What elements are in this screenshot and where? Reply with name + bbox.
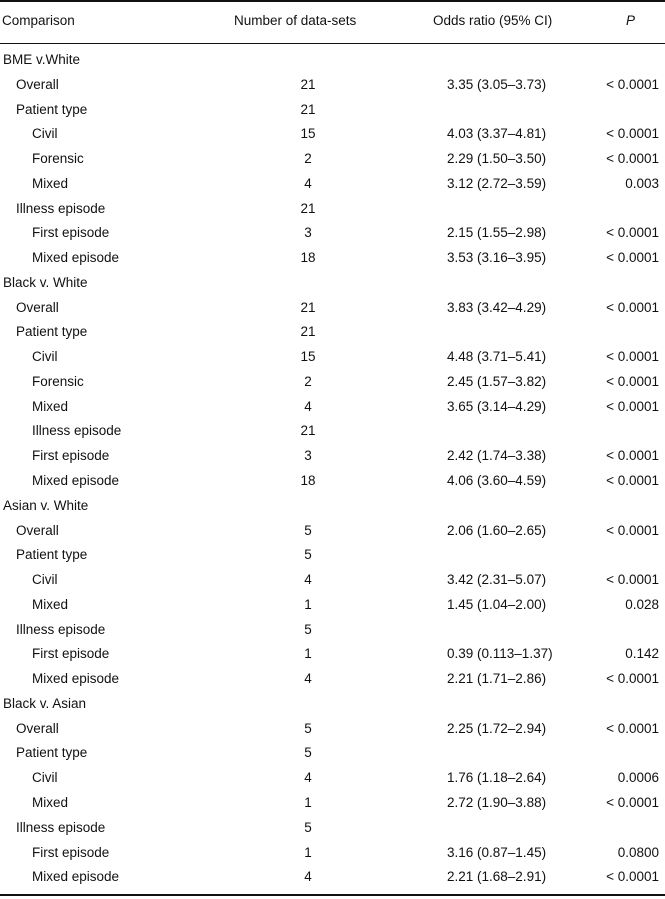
row-label: Illness episode [16,819,106,835]
row-odds-ratio: 0.39 (0.113–1.37) [447,646,553,662]
table-row [0,147,665,172]
row-label: First episode [32,646,110,662]
row-datasets: 1 [304,794,312,810]
table-row [0,618,665,643]
row-label: Civil [32,770,58,786]
table-row [0,494,665,519]
row-datasets: 5 [304,522,312,538]
row-datasets: 1 [304,646,312,662]
row-p-value: < 0.0001 [606,225,659,241]
table-row [0,642,665,667]
row-p-value: < 0.0001 [606,720,659,736]
row-label: Overall [16,522,59,538]
row-odds-ratio: 3.12 (2.72–3.59) [447,175,547,191]
table-row [0,345,665,370]
row-p-value: 0.003 [625,175,659,191]
row-p-value: < 0.0001 [606,448,659,464]
row-label: Patient type [16,547,88,563]
table-row [0,246,665,271]
row-p-value: < 0.0001 [606,299,659,315]
row-datasets: 21 [300,200,316,216]
row-p-value: < 0.0001 [606,250,659,266]
row-label: Overall [16,720,59,736]
row-odds-ratio: 3.16 (0.87–1.45) [447,844,547,860]
row-datasets: 21 [300,299,316,315]
row-odds-ratio: 3.83 (3.42–4.29) [447,299,547,315]
table-row [0,271,665,296]
row-odds-ratio: 1.45 (1.04–2.00) [447,596,547,612]
table-row [0,692,665,717]
row-label: Mixed episode [32,473,120,489]
row-odds-ratio: 3.65 (3.14–4.29) [447,398,547,414]
table-row [0,98,665,123]
row-odds-ratio: 2.06 (1.60–2.65) [447,522,547,538]
row-datasets: 5 [304,720,312,736]
row-p-value: < 0.0001 [606,572,659,588]
row-label: Mixed episode [32,250,120,266]
table-row [0,741,665,766]
row-datasets: 4 [304,398,312,414]
table-row [0,419,665,444]
row-odds-ratio: 2.72 (1.90–3.88) [447,794,547,810]
table-row [0,766,665,791]
row-label: Forensic [32,151,84,167]
row-datasets: 5 [304,819,312,835]
table-row [0,667,665,692]
table-row [0,568,665,593]
row-p-value: < 0.0001 [606,349,659,365]
row-label: BME v.White [3,52,81,67]
table-row [0,370,665,395]
row-datasets: 4 [304,869,312,885]
row-datasets: 15 [300,349,316,365]
row-p-value: < 0.0001 [606,151,659,167]
row-label: Mixed episode [32,671,120,687]
row-label: Patient type [16,745,88,761]
row-label: Civil [32,126,58,142]
table-row [0,593,665,618]
row-p-value: < 0.0001 [606,794,659,810]
row-p-value: < 0.0001 [606,869,659,885]
row-p-value: < 0.0001 [606,671,659,687]
row-odds-ratio: 3.35 (3.05–3.73) [447,76,547,92]
table-row [0,296,665,321]
row-datasets: 3 [304,448,312,464]
row-odds-ratio: 2.21 (1.71–2.86) [447,671,547,687]
header-p-value: P [626,13,636,28]
table-row [0,841,665,866]
table-body [0,48,665,890]
row-datasets: 1 [304,596,312,612]
row-label: Black v. White [3,274,88,290]
row-label: First episode [32,225,110,241]
header-comparison: Comparison [2,13,75,28]
row-datasets: 21 [300,76,316,92]
row-datasets: 4 [304,572,312,588]
row-label: Overall [16,76,59,92]
row-odds-ratio: 2.45 (1.57–3.82) [447,373,547,389]
row-datasets: 4 [304,175,312,191]
row-label: Patient type [16,101,88,117]
row-label: Patient type [16,324,88,340]
row-p-value: < 0.0001 [606,522,659,538]
row-odds-ratio: 2.25 (1.72–2.94) [447,720,547,736]
row-datasets: 1 [304,844,312,860]
table-row [0,865,665,890]
row-datasets: 4 [304,770,312,786]
row-p-value: < 0.0001 [606,76,659,92]
row-p-value: 0.0006 [617,770,659,786]
table-row [0,395,665,420]
row-label: Mixed episode [32,869,120,885]
row-p-value: < 0.0001 [606,473,659,489]
row-p-value: 0.028 [625,596,659,612]
table-row [0,816,665,841]
row-odds-ratio: 4.03 (3.37–4.81) [447,126,547,142]
row-label: Mixed [32,398,69,414]
table-row [0,73,665,98]
row-label: Black v. Asian [3,695,87,711]
row-label: Illness episode [32,423,122,439]
table-row [0,444,665,469]
row-odds-ratio: 4.06 (3.60–4.59) [447,473,547,489]
row-label: Mixed [32,175,69,191]
row-label: Civil [32,349,58,365]
row-datasets: 21 [300,324,316,340]
row-odds-ratio: 2.15 (1.55–2.98) [447,225,547,241]
row-odds-ratio: 2.42 (1.74–3.38) [447,448,547,464]
row-odds-ratio: 4.48 (3.71–5.41) [447,349,547,365]
row-odds-ratio: 3.42 (2.31–5.07) [447,572,547,588]
row-p-value: 0.142 [625,646,659,662]
row-datasets: 5 [304,745,312,761]
row-label: Illness episode [16,200,106,216]
row-datasets: 15 [300,126,316,142]
row-p-value: < 0.0001 [606,126,659,142]
row-label: Civil [32,572,58,588]
row-label: Forensic [32,373,84,389]
row-p-value: 0.0800 [617,844,659,860]
table-row [0,221,665,246]
header-odds-ratio: Odds ratio (95% CI) [433,13,553,28]
table-row [0,48,665,73]
table-row [0,519,665,544]
table-row [0,469,665,494]
table-header [0,0,665,43]
row-datasets: 21 [300,423,316,439]
row-odds-ratio: 2.29 (1.50–3.50) [447,151,547,167]
row-datasets: 18 [300,250,316,266]
header-datasets: Number of data-sets [234,13,357,28]
row-odds-ratio: 2.21 (1.68–2.91) [447,869,547,885]
table-row [0,717,665,742]
row-label: First episode [32,448,110,464]
table-row [0,320,665,345]
row-label: Mixed [32,794,69,810]
table-row [0,543,665,568]
row-datasets: 21 [300,101,316,117]
row-p-value: < 0.0001 [606,373,659,389]
table-row [0,197,665,222]
row-datasets: 3 [304,225,312,241]
row-p-value: < 0.0001 [606,398,659,414]
row-label: Illness episode [16,621,106,637]
row-label: Mixed [32,596,69,612]
row-datasets: 18 [300,473,316,489]
table-bottom-rule [0,894,665,896]
row-label: First episode [32,844,110,860]
row-label: Overall [16,299,59,315]
row-label: Asian v. White [3,497,89,513]
table-row [0,122,665,147]
row-datasets: 5 [304,547,312,563]
row-datasets: 2 [304,373,312,389]
row-datasets: 4 [304,671,312,687]
row-odds-ratio: 1.76 (1.18–2.64) [447,770,547,786]
table-row [0,791,665,816]
row-datasets: 5 [304,621,312,637]
row-odds-ratio: 3.53 (3.16–3.95) [447,250,547,266]
row-datasets: 2 [304,151,312,167]
table-row [0,172,665,197]
header-rule [0,43,665,44]
